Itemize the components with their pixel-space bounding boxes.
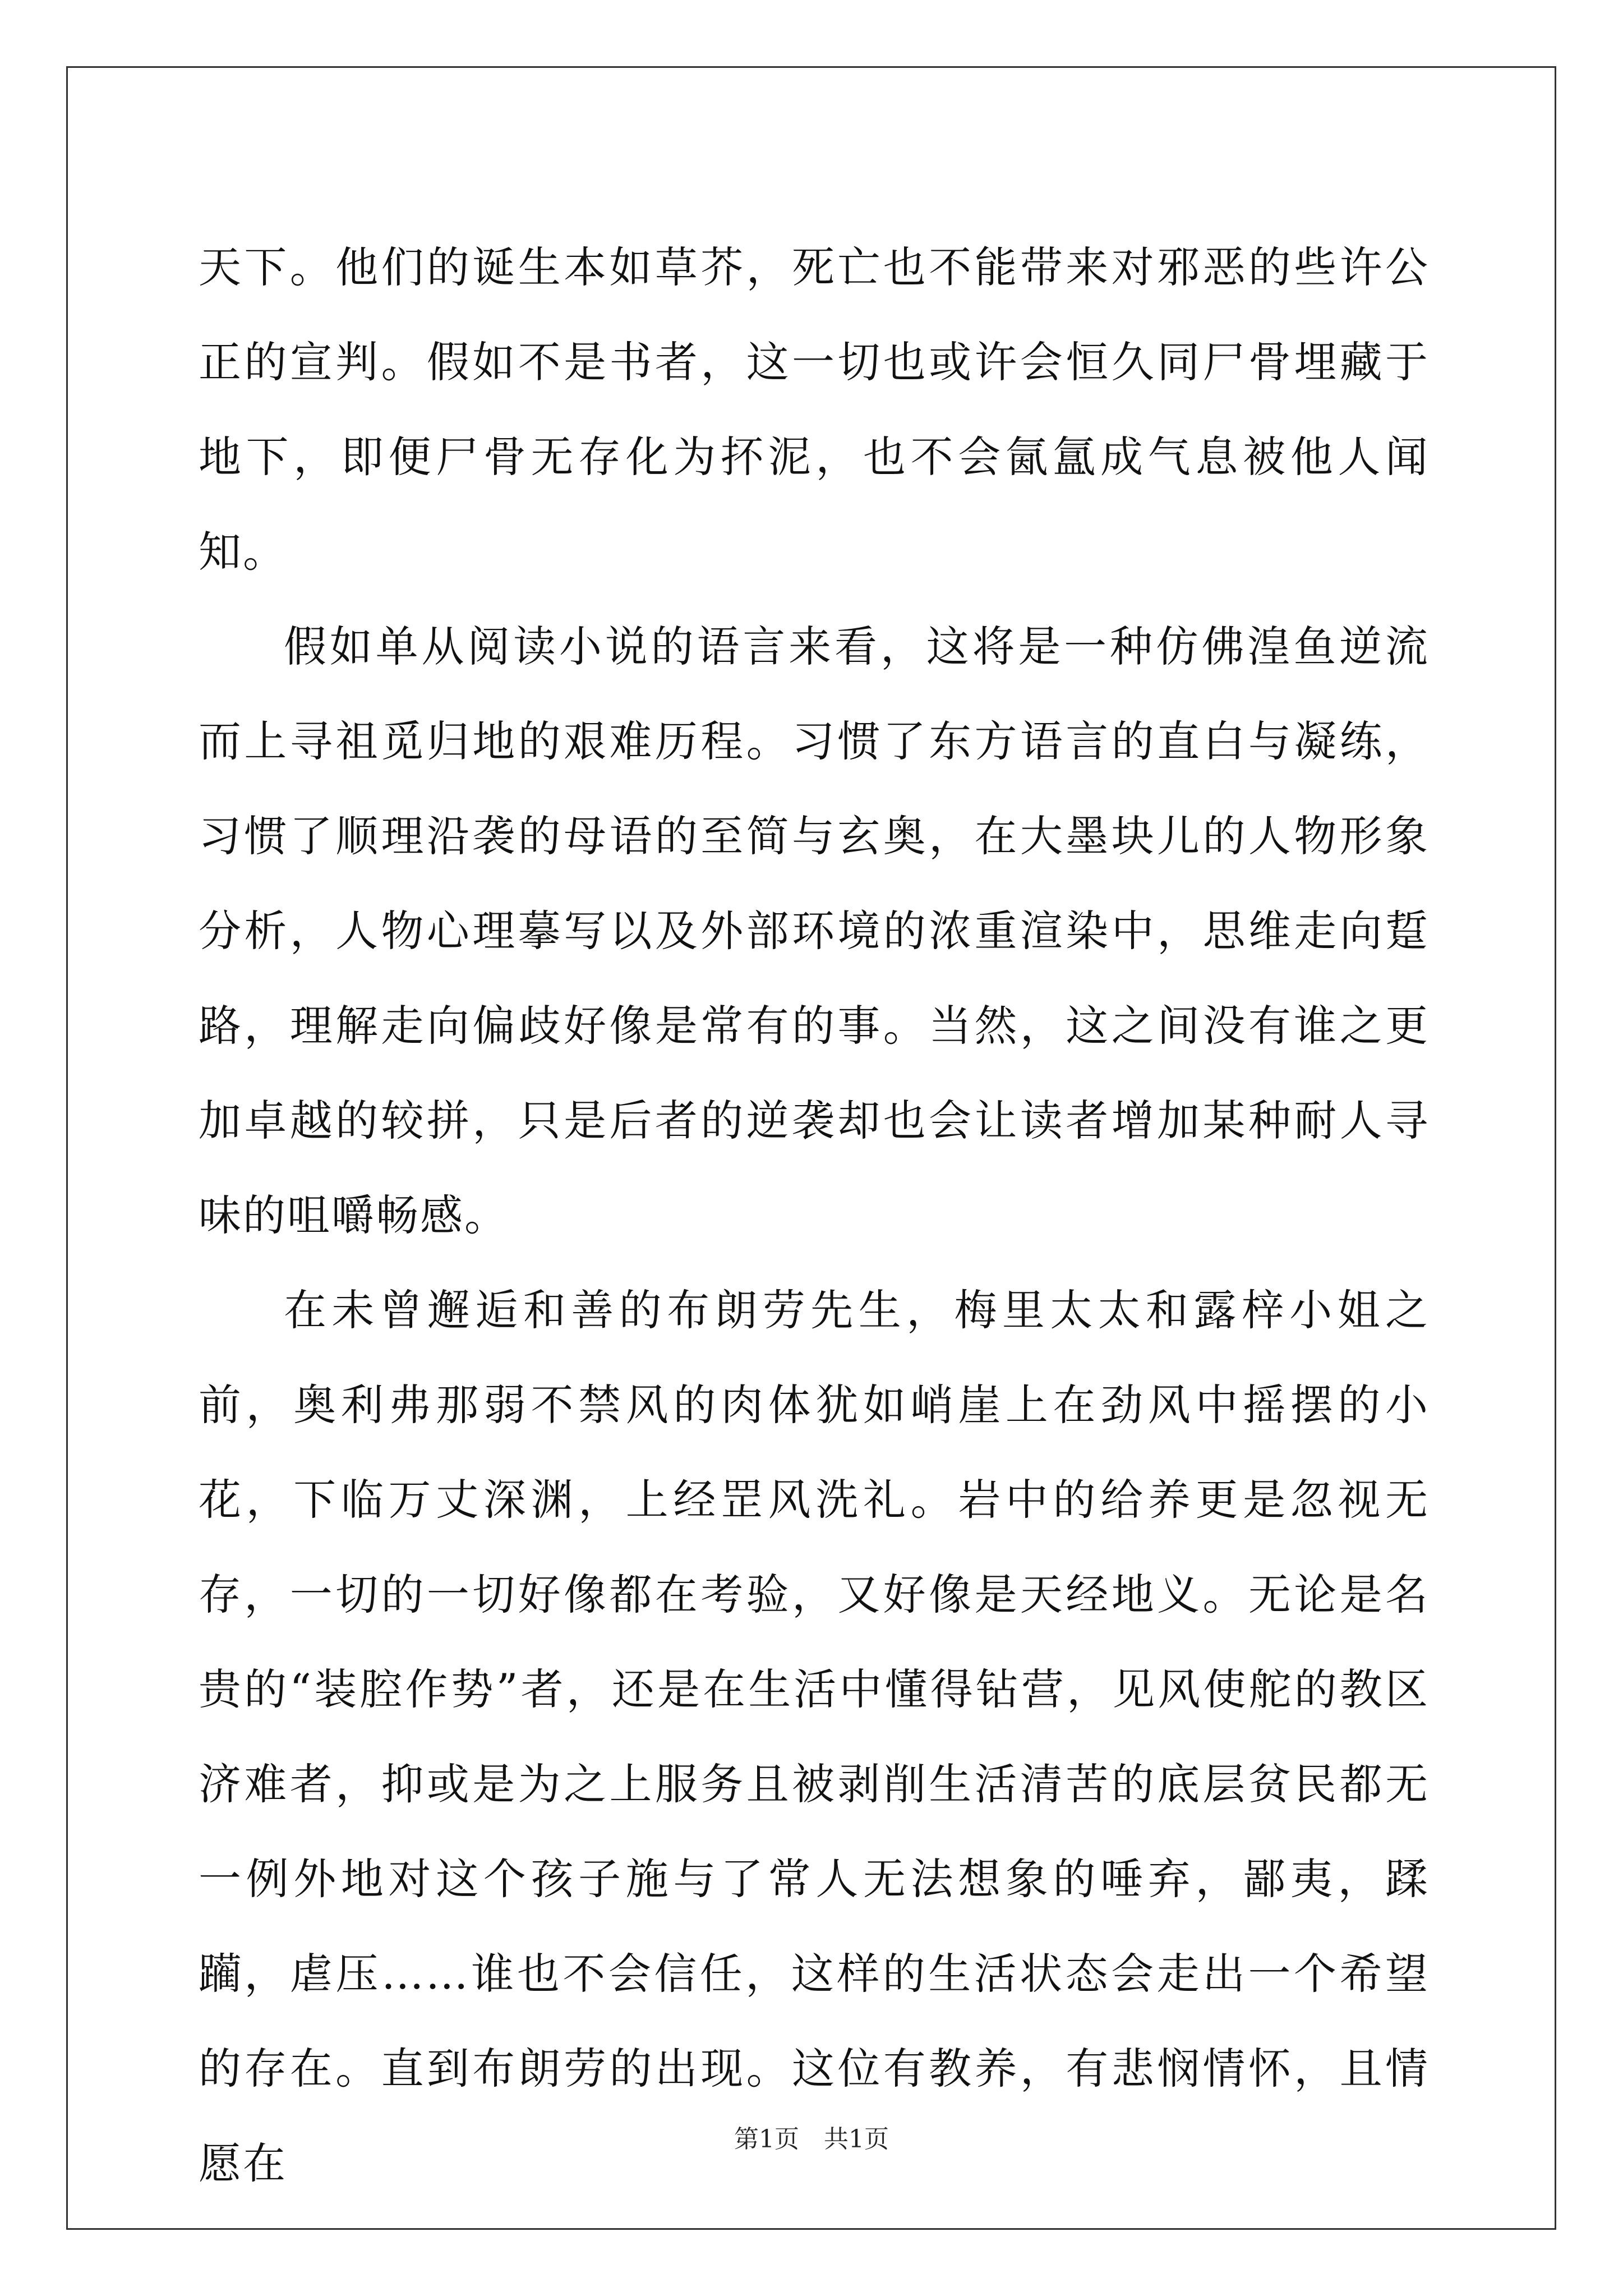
- paragraph-3: 在未曾邂逅和善的布朗劳先生，梅里太太和露梓小姐之前，奥利弗那弱不禁风的肉体犹如峭崖上在劲风中摇摆的小花，下临万丈深渊，上经罡风洗礼。岩中的给养更是忽视无存，一切的一切好像都在考验，又好像是天经地义。无论是名贵的“装腔作势”者，还是在生活中懂得钻营，见风使舵的教区济难者，抑或是为之上服务且被剥削生活清苦的底层贫民都无一例外地对这个孩子施与了常人无法想象的唾弃，鄙夷，蹂躏，虐压……谁也不会信任，这样的生活状态会走出一个希望的存在。直到布朗劳的出现。这位有教养，有悲悯情怀，且情愿在: [199, 1285, 1430, 2188]
- paragraph-1: 天下。他们的诞生本如草芥，死亡也不能带来对邪恶的些许公正的宣判。假如不是书者，这一切也或许会恒久同尸骨埋藏于地下，即便尸骨无存化为抔泥，也不会氤氲成气息被他人闻知。: [199, 242, 1430, 577]
- paragraph-2: 假如单从阅读小说的语言来看，这将是一种仿佛湟鱼逆流而上寻祖觅归地的艰难历程。习惯了东方语言的直白与凝练，习惯了顺理沿袭的母语的至简与玄奥，在大墨块儿的人物形象分析，人物心理摹写以及外部环境的浓重渲染中，思维走向踅路，理解走向偏歧好像是常有的事。当然，这之间没有谁之更加卓越的较拼，只是后者的逆袭却也会让读者增加某种耐人寻味的咀嚼畅感。: [199, 622, 1430, 1240]
- page-footer: 第1页 共1页: [734, 2125, 889, 2154]
- document-body: [199, 220, 1430, 2211]
